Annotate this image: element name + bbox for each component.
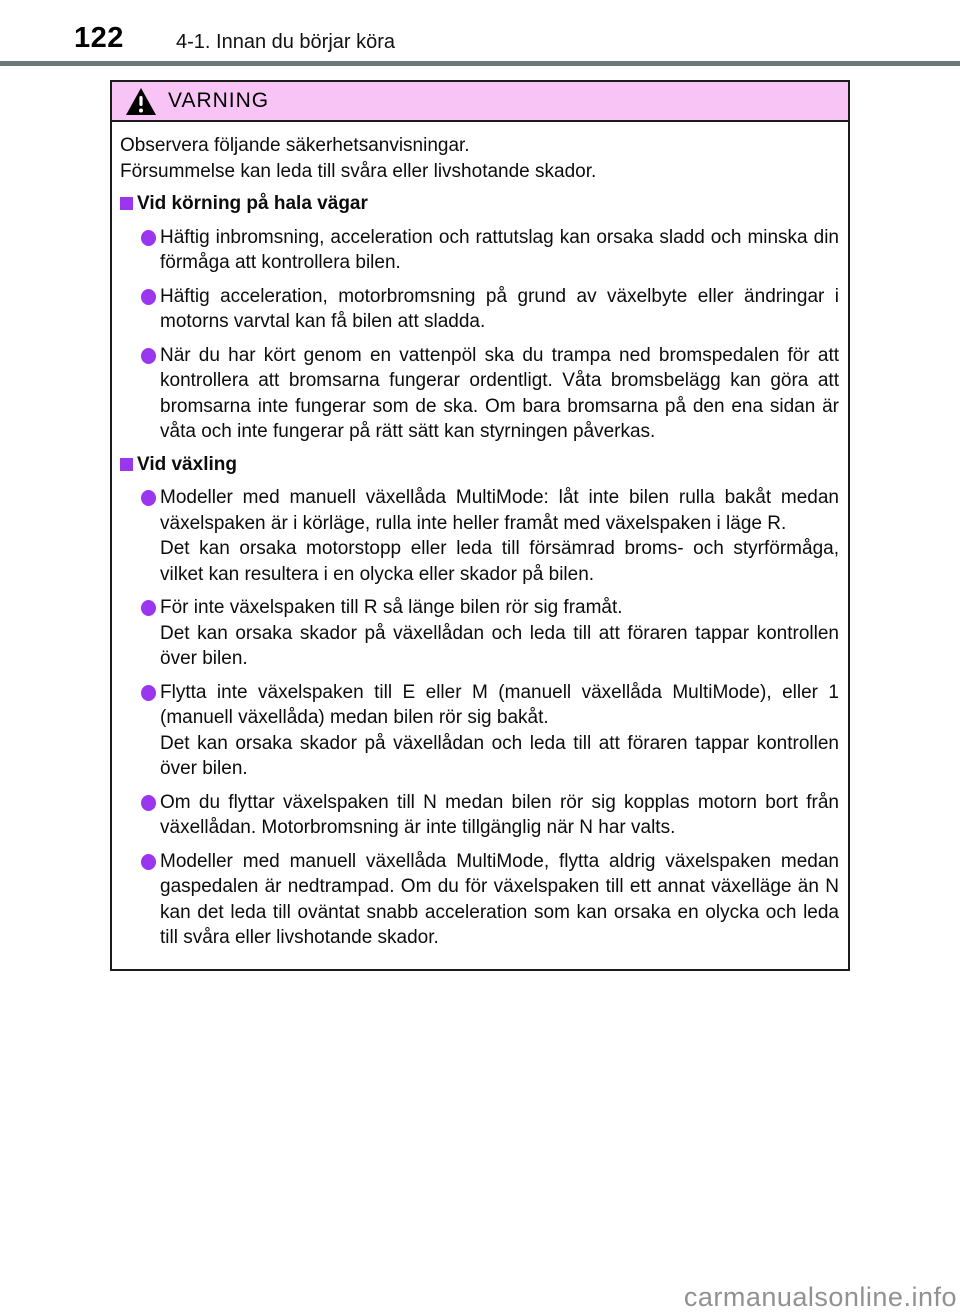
warning-bullet-paragraph: Det kan orsaka skador på växellådan och leda till att föraren tappar kontrollen över bilen. <box>160 732 839 779</box>
warning-box <box>110 80 850 971</box>
warning-bullet-paragraph: För inte växelspaken till R så länge bilen rör sig framåt. <box>160 597 623 618</box>
purple-square-icon <box>120 197 133 210</box>
warning-bullet-paragraph: Det kan orsaka motorstopp eller leda till försämrad broms- och styrförmåga, vilket kan resultera i en olycka eller skador på bilen. <box>160 538 839 585</box>
warning-section-heading-label: Vid växling <box>137 453 237 475</box>
warning-bullet-paragraph: Modeller med manuell växellåda MultiMode, flytta aldrig växelspaken medan gaspedalen är nedtrampad. Om du för växelspaken till ett annat växelläge än N kan det leda till oväntat snabb acceleration som kan orsaka en olycka och leda till svåra eller livshotande skador. <box>160 850 839 948</box>
purple-square-icon <box>120 458 133 471</box>
warning-bullet-item <box>141 284 839 335</box>
header-divider-rule <box>0 61 960 66</box>
warning-bullet-paragraph: Häftig acceleration, motorbromsning på grund av växelbyte eller ändringar i motorns varvtal kan få bilen att sladda. <box>160 285 839 332</box>
warning-bullet-paragraph: Flytta inte växelspaken till E eller M (manuell växellåda MultiMode), eller 1 (manuell växellåda) medan bilen rör sig bakåt. <box>160 681 839 728</box>
warning-section-heading-label: Vid körning på hala vägar <box>137 193 368 214</box>
purple-circle-bullet-icon <box>141 685 156 701</box>
warning-bullet-item <box>141 790 839 841</box>
warning-intro-line: Försummelse kan leda till svåra eller livshotande skador. <box>120 160 597 182</box>
warning-intro-line: Observera följande säkerhetsanvisningar. <box>120 135 470 156</box>
warning-bullet-paragraph: Modeller med manuell växellåda MultiMode: låt inte bilen rulla bakåt medan växelspaken är i körläge, rulla inte heller framåt med växelspaken i läge R. <box>160 487 839 534</box>
warning-bullet-paragraph: Om du flyttar växelspaken till N medan bilen rör sig kopplas motorn bort från växellådan. Motorbromsning är inte tillgänglig när N har valts. <box>160 791 839 838</box>
purple-circle-bullet-icon <box>141 230 156 246</box>
warning-bullet-item <box>141 680 839 782</box>
section-title: 4-1. Innan du börjar köra <box>176 31 396 53</box>
warning-box-header <box>112 82 848 122</box>
warning-section-heading <box>120 452 839 478</box>
watermark-text: carmanualsonline.info <box>683 1282 957 1312</box>
warning-bullet-item <box>141 849 839 951</box>
warning-title: VARNING <box>168 89 270 112</box>
warning-triangle-icon <box>125 87 157 116</box>
purple-circle-bullet-icon <box>141 348 156 364</box>
warning-bullet-item <box>141 595 839 672</box>
warning-bullet-item <box>141 225 839 276</box>
warning-bullet-paragraph: När du har kört genom en vattenpöl ska du trampa ned bromspedalen för att kontrollera att bromsarna fungerar ordentligt. Våta bromsbelägg kan göra att bromsarna inte fungerar som de ska. Om bara bromsarna på den ena sidan är våta och inte fungerar på rätt sätt kan styrningen påverkas. <box>160 344 839 442</box>
warning-bullet-paragraph: Det kan orsaka skador på växellådan och leda till att föraren tappar kontrollen över bilen. <box>160 622 839 669</box>
warning-body <box>112 122 848 969</box>
warning-sections <box>120 191 839 951</box>
purple-circle-bullet-icon <box>141 490 156 506</box>
purple-circle-bullet-icon <box>141 854 156 870</box>
purple-circle-bullet-icon <box>141 600 156 616</box>
warning-bullet-paragraph: Häftig inbromsning, acceleration och rattutslag kan orsaka sladd och minska din förmåga att kontrollera bilen. <box>160 226 839 273</box>
warning-bullet-item <box>141 343 839 445</box>
page-number: 122 <box>74 22 124 54</box>
purple-circle-bullet-icon <box>141 795 156 811</box>
warning-section-heading <box>120 191 839 217</box>
purple-circle-bullet-icon <box>141 289 156 305</box>
warning-bullet-item <box>141 485 839 587</box>
